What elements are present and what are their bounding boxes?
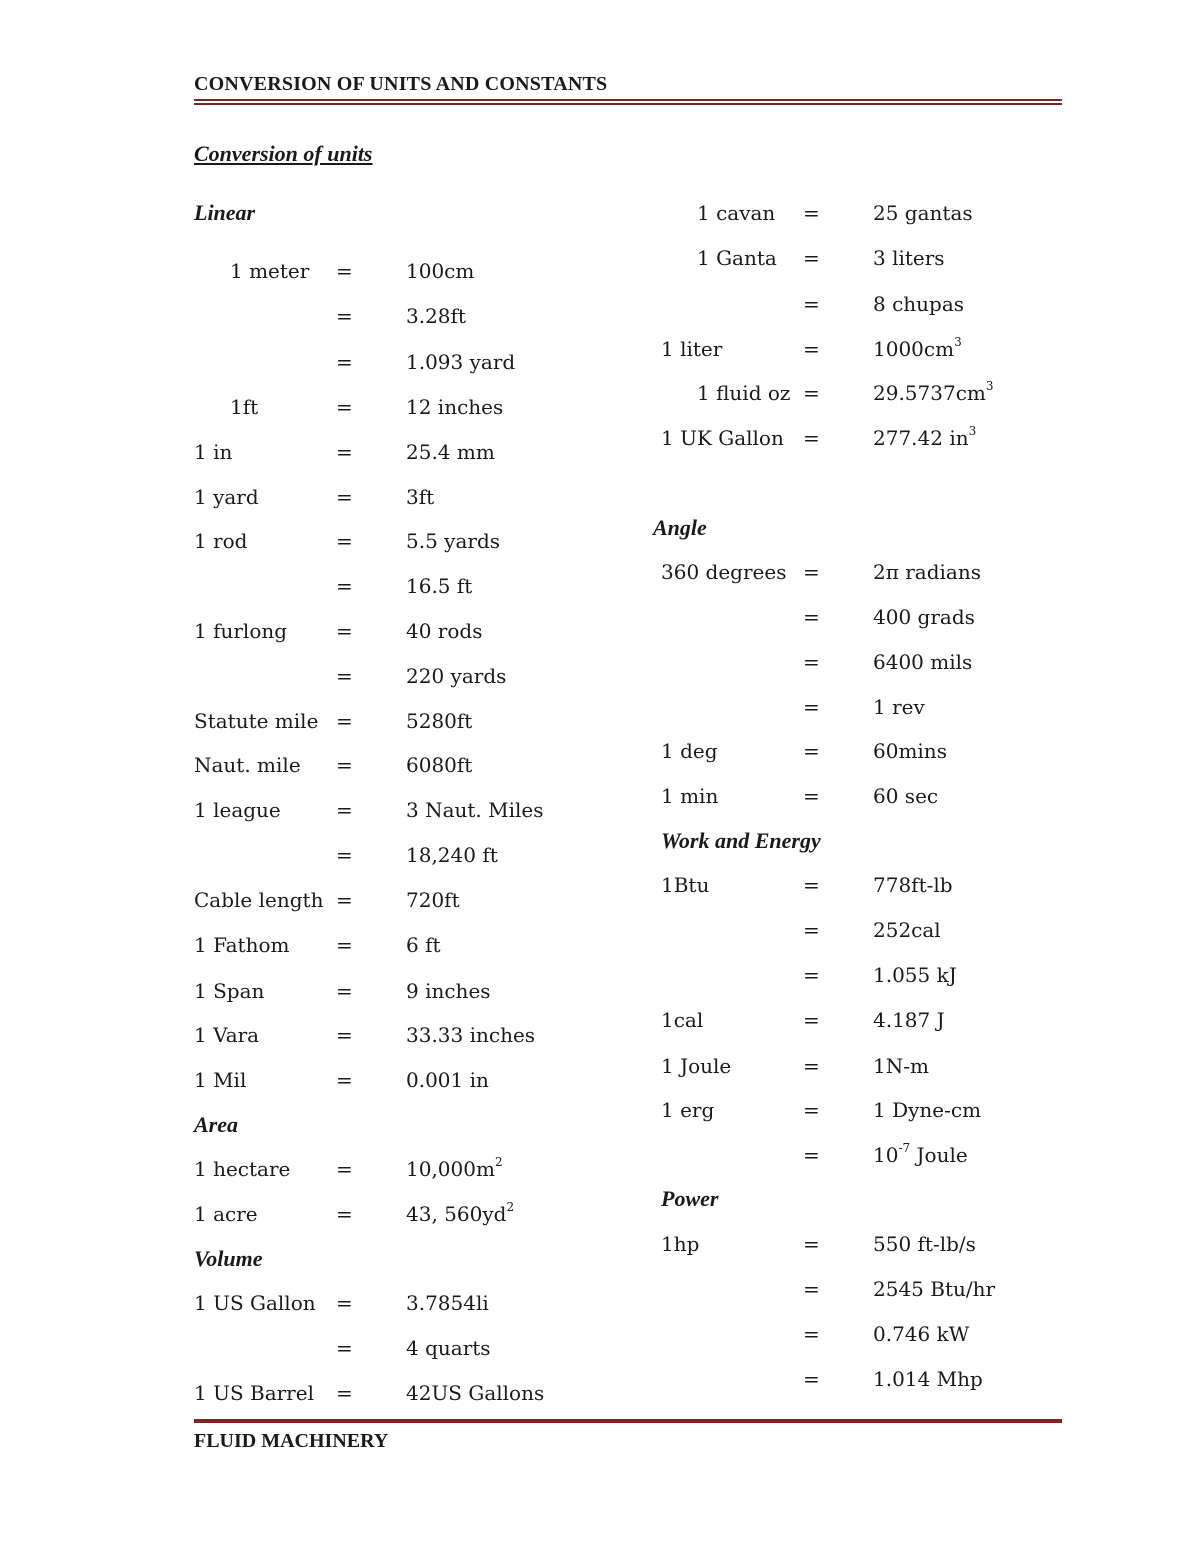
equals-sign: = xyxy=(336,753,353,777)
unit-value: 3 liters xyxy=(873,246,945,270)
conversion-row xyxy=(661,329,1121,369)
unit-label: 1 fluid oz xyxy=(697,381,791,405)
unit-label: 1 Vara xyxy=(194,1023,260,1047)
unit-label: 360 degrees xyxy=(661,560,787,584)
unit-value: 1N-m xyxy=(873,1054,929,1078)
unit-value: $1000cm^3$ xyxy=(873,335,962,361)
unit-label: 1 in xyxy=(194,440,233,464)
unit-value: 0.001 in xyxy=(406,1068,489,1092)
unit-label: 1 rod xyxy=(194,529,248,553)
equals-sign: = xyxy=(336,1068,353,1092)
equals-sign: = xyxy=(803,292,820,316)
section-heading: Area xyxy=(194,1112,238,1137)
equals-sign: = xyxy=(336,1023,353,1047)
unit-value: 2545 Btu/hr xyxy=(873,1277,996,1301)
equals-sign: = xyxy=(336,304,353,328)
equals-sign: = xyxy=(803,1143,820,1167)
header-title: CONVERSION OF UNITS AND CONSTANTS xyxy=(194,73,608,95)
equals-sign: = xyxy=(803,1098,820,1122)
equals-sign: = xyxy=(803,1008,820,1032)
conversion-row xyxy=(661,238,1121,278)
unit-value: 8 chupas xyxy=(873,292,965,316)
unit-value: 277.42 $in^3$ xyxy=(873,424,977,450)
conversion-row xyxy=(661,1135,1121,1175)
conversion-row xyxy=(194,1194,654,1234)
unit-value: 2π radians xyxy=(873,560,981,584)
unit-value: 25.4 mm xyxy=(406,440,495,464)
equals-sign: = xyxy=(336,619,353,643)
conversion-row xyxy=(661,1046,1121,1086)
equals-sign: = xyxy=(336,395,353,419)
equals-sign: = xyxy=(803,1277,820,1301)
conversion-row xyxy=(194,925,654,965)
unit-label: 1 league xyxy=(194,798,281,822)
unit-value: 550 ft-lb/s xyxy=(873,1232,976,1256)
equals-sign: = xyxy=(336,350,353,374)
conversion-row xyxy=(661,373,1121,413)
unit-value: 42US Gallons xyxy=(406,1381,545,1405)
header-rule-bottom xyxy=(194,103,1062,105)
unit-value: $10^{-7}$ Joule xyxy=(873,1141,968,1167)
unit-value: 6400 mils xyxy=(873,650,973,674)
footer-title: FLUID MACHINERY xyxy=(194,1430,389,1452)
conversion-row xyxy=(661,1359,1121,1399)
conversion-row xyxy=(194,745,654,785)
unit-value: 9 inches xyxy=(406,979,491,1003)
equals-sign: = xyxy=(803,1322,820,1346)
conversion-row xyxy=(194,521,654,561)
conversion-row xyxy=(661,1224,1121,1264)
equals-sign: = xyxy=(803,918,820,942)
equals-sign: = xyxy=(803,1232,820,1256)
conversion-row xyxy=(194,1015,654,1055)
unit-value: $29.5737cm^3$ xyxy=(873,379,994,405)
section-heading: Linear xyxy=(194,200,256,225)
equals-sign: = xyxy=(803,650,820,674)
equals-sign: = xyxy=(803,381,820,405)
conversion-row xyxy=(194,656,654,696)
unit-label: 1 erg xyxy=(661,1098,715,1122)
conversion-row xyxy=(661,642,1121,682)
conversion-row xyxy=(194,296,654,336)
section-heading: Work and Energy xyxy=(661,828,821,853)
unit-value: 1.093 yard xyxy=(406,350,516,374)
unit-label: 1 Span xyxy=(194,979,265,1003)
conversion-row xyxy=(194,1283,654,1323)
unit-value: 18,240 ft xyxy=(406,843,498,867)
conversion-row xyxy=(194,1328,654,1368)
equals-sign: = xyxy=(803,695,820,719)
conversion-row xyxy=(194,701,654,741)
unit-label: 1 liter xyxy=(661,337,723,361)
equals-sign: = xyxy=(336,709,353,733)
unit-value: 252cal xyxy=(873,918,941,942)
unit-value: 4.187 J xyxy=(873,1008,945,1032)
equals-sign: = xyxy=(336,440,353,464)
conversion-row xyxy=(661,193,1121,233)
conversion-row xyxy=(661,865,1121,905)
unit-label: 1 cavan xyxy=(697,201,776,225)
unit-label: 1 Joule xyxy=(661,1054,732,1078)
equals-sign: = xyxy=(803,873,820,897)
unit-value: 400 grads xyxy=(873,605,975,629)
conversion-row xyxy=(661,955,1121,995)
conversion-row xyxy=(194,477,654,517)
conversion-row xyxy=(661,687,1121,727)
conversion-row xyxy=(661,552,1121,592)
unit-label: 1 deg xyxy=(661,739,718,763)
equals-sign: = xyxy=(336,1336,353,1360)
equals-sign: = xyxy=(336,1157,353,1181)
unit-value: 5.5 yards xyxy=(406,529,501,553)
equals-sign: = xyxy=(803,739,820,763)
section-heading: Volume xyxy=(194,1246,263,1271)
header-rule-top xyxy=(194,99,1062,101)
unit-value: 12 inches xyxy=(406,395,504,419)
equals-sign: = xyxy=(803,560,820,584)
unit-label: 1 Mil xyxy=(194,1068,247,1092)
unit-label: 1 furlong xyxy=(194,619,288,643)
equals-sign: = xyxy=(336,843,353,867)
unit-value: 1 Dyne-cm xyxy=(873,1098,982,1122)
conversion-row xyxy=(661,1090,1121,1130)
unit-label: 1ft xyxy=(230,395,259,419)
conversion-row xyxy=(194,387,654,427)
unit-label: 1 meter xyxy=(230,259,310,283)
equals-sign: = xyxy=(336,485,353,509)
conversion-row xyxy=(661,776,1121,816)
equals-sign: = xyxy=(803,1367,820,1391)
conversion-row xyxy=(661,910,1121,950)
conversion-row xyxy=(194,611,654,651)
unit-value: 5280ft xyxy=(406,709,473,733)
conversion-row xyxy=(194,835,654,875)
unit-label: 1 UK Gallon xyxy=(661,426,784,450)
unit-label: 1 US Barrel xyxy=(194,1381,314,1405)
equals-sign: = xyxy=(336,1381,353,1405)
unit-value: 40 rods xyxy=(406,619,483,643)
unit-label: 1 yard xyxy=(194,485,259,509)
equals-sign: = xyxy=(336,1291,353,1315)
equals-sign: = xyxy=(336,979,353,1003)
unit-label: 1cal xyxy=(661,1008,704,1032)
conversion-row xyxy=(661,1269,1121,1309)
equals-sign: = xyxy=(336,664,353,688)
equals-sign: = xyxy=(336,888,353,912)
unit-value: 60 sec xyxy=(873,784,939,808)
unit-label: Naut. mile xyxy=(194,753,301,777)
unit-label: 1 hectare xyxy=(194,1157,291,1181)
unit-value: 3.7854li xyxy=(406,1291,489,1315)
unit-value: 778ft-lb xyxy=(873,873,953,897)
equals-sign: = xyxy=(803,426,820,450)
equals-sign: = xyxy=(803,784,820,808)
unit-value: 60mins xyxy=(873,739,947,763)
unit-label: 1 Ganta xyxy=(697,246,777,270)
conversion-row xyxy=(194,251,654,291)
equals-sign: = xyxy=(803,201,820,225)
conversion-row xyxy=(661,597,1121,637)
equals-sign: = xyxy=(803,1054,820,1078)
unit-label: 1Btu xyxy=(661,873,710,897)
conversion-row xyxy=(194,1373,654,1413)
page-subtitle: Conversion of units xyxy=(194,141,373,166)
unit-label: 1 acre xyxy=(194,1202,258,1226)
conversion-row xyxy=(661,284,1121,324)
conversion-row xyxy=(194,1060,654,1100)
equals-sign: = xyxy=(803,963,820,987)
unit-value: 6 ft xyxy=(406,933,441,957)
conversion-row xyxy=(661,1000,1121,1040)
equals-sign: = xyxy=(336,259,353,283)
equals-sign: = xyxy=(803,337,820,361)
equals-sign: = xyxy=(336,798,353,822)
section-heading: Angle xyxy=(653,515,707,540)
unit-label: 1 US Gallon xyxy=(194,1291,316,1315)
section-heading: Power xyxy=(661,1186,719,1211)
footer-rule xyxy=(194,1419,1062,1423)
unit-value: 3.28ft xyxy=(406,304,466,328)
unit-label: Statute mile xyxy=(194,709,319,733)
unit-label: Cable length xyxy=(194,888,324,912)
conversion-row xyxy=(194,971,654,1011)
unit-value: 1.014 Mhp xyxy=(873,1367,983,1391)
unit-value: 33.33 inches xyxy=(406,1023,536,1047)
equals-sign: = xyxy=(336,1202,353,1226)
unit-value: 720ft xyxy=(406,888,460,912)
unit-value: 3ft xyxy=(406,485,435,509)
unit-value: 16.5 ft xyxy=(406,574,473,598)
conversion-row xyxy=(194,790,654,830)
unit-value: 25 gantas xyxy=(873,201,973,225)
conversion-row xyxy=(194,432,654,472)
conversion-row xyxy=(194,566,654,606)
unit-label: 1hp xyxy=(661,1232,700,1256)
unit-label: 1 Fathom xyxy=(194,933,290,957)
unit-value: 1 rev xyxy=(873,695,925,719)
conversion-row xyxy=(194,1149,654,1189)
unit-label: 1 min xyxy=(661,784,719,808)
equals-sign: = xyxy=(336,574,353,598)
unit-value: 220 yards xyxy=(406,664,507,688)
unit-value: 3 Naut. Miles xyxy=(406,798,544,822)
conversion-row xyxy=(661,1314,1121,1354)
conversion-row xyxy=(661,731,1121,771)
equals-sign: = xyxy=(336,529,353,553)
unit-value: 6080ft xyxy=(406,753,473,777)
unit-value: 4 quarts xyxy=(406,1336,491,1360)
conversion-row xyxy=(194,880,654,920)
equals-sign: = xyxy=(803,605,820,629)
unit-value: 43, $560yd^2$ xyxy=(406,1200,515,1226)
equals-sign: = xyxy=(336,933,353,957)
unit-value: 100cm xyxy=(406,259,475,283)
unit-value: $10,000m^2$ xyxy=(406,1155,503,1181)
conversion-row xyxy=(661,418,1121,458)
unit-value: 0.746 kW xyxy=(873,1322,970,1346)
conversion-row xyxy=(194,342,654,382)
equals-sign: = xyxy=(803,246,820,270)
unit-value: 1.055 kJ xyxy=(873,963,957,987)
